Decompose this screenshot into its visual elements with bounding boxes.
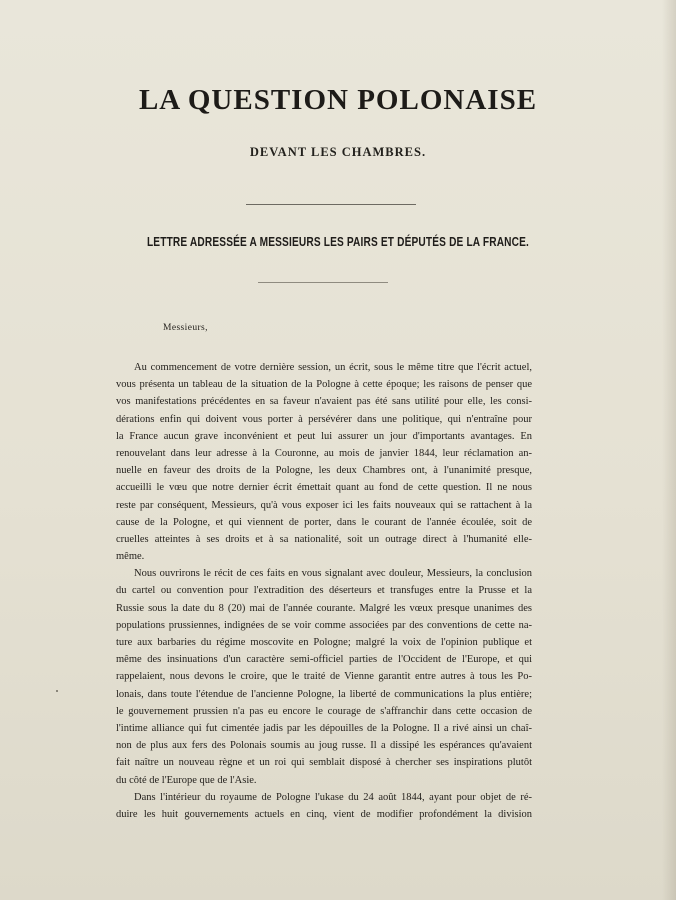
text-line: du cartel ou convention pour l'extradition des déserteurs et transfuges entre la Prusse et la xyxy=(116,585,532,597)
text-line: non de plus aux fers des Polonais soumis au joug russe. Il a dissipé les espérances qu'avaient xyxy=(116,740,532,752)
text-line: dérations enfin qui doivent vous porter à persévérer dans une politique, qui n'entraîne pour xyxy=(116,413,532,425)
text-line: vos manifestations précédentes en sa faveur n'avaient pas été sans utilité pour elle, les consi- xyxy=(116,396,532,408)
text-line: le gouvernement prussien n'a pas eu encore le courage de s'affranchir dans cette occasion de xyxy=(116,705,532,717)
text-line: renouvelant dans leur adresse à la Couronne, au mois de janvier 1844, leur réclamation an- xyxy=(116,447,532,459)
text-line: rappelaient, nous devons le croire, que le traité de Vienne garantit entre autres à tous les Po- xyxy=(116,671,532,683)
text-line: Au commencement de votre dernière session, un écrit, sous le même titre que l'écrit actuel, xyxy=(134,362,532,373)
paper-speck xyxy=(56,690,58,692)
divider-rule-bottom xyxy=(258,282,388,283)
text-line: cruelles atteintes à ses droits et à sa nationalité, soit un outrage direct à l'humanité elle- xyxy=(116,533,532,545)
text-line: Dans l'intérieur du royaume de Pologne l'ukase du 24 août 1844, ayant pour objet de ré- xyxy=(134,791,532,803)
text-line: l'intime alliance qui fut cimentée jadis par les dépouilles de la Pologne. Il a rivé ainsi un chaî- xyxy=(116,722,532,734)
letter-body xyxy=(116,359,532,823)
text-line: la France aucun grave inconvénient et peut lui assurer un jour d'importants avantages. En xyxy=(116,430,532,442)
text-line: du côté de l'Europe que de l'Asie. xyxy=(116,774,257,786)
text-line: même des insinuations d'un caractère semi-officiel parties de l'Occident de l'Europe, et qui xyxy=(116,654,532,666)
text-line: nuelle en faveur des droits de la Pologne, les deux Chambres ont, à l'unanimité presque, xyxy=(116,465,532,477)
text-line: cause de la Pologne, et qui viennent de porter, dans le courant de l'année écoulée, soit de xyxy=(116,516,532,528)
document-title: LA QUESTION POLONAISE xyxy=(138,84,538,116)
text-line: vous présenta un tableau de la situation de la Pologne à cette époque; les raisons de penser que xyxy=(116,379,532,391)
page-edge-shadow xyxy=(662,0,676,900)
paragraph-2 xyxy=(116,565,532,788)
divider-rule-top xyxy=(246,204,416,205)
text-line: accueilli le vœu que notre dernier écrit émettait quant au fond de cette question. Il ne nous xyxy=(116,482,532,494)
text-line: Russie sous la date du 8 (20) mai de l'année courante. Malgré les vœux presque unanimes des xyxy=(116,602,532,614)
text-line: duire les huit gouvernements actuels en cinq, vient de modifier profondément la division xyxy=(116,808,532,820)
paragraph-1 xyxy=(116,359,532,565)
letter-heading: LETTRE ADRESSÉE A MESSIEURS LES PAIRS ET DÉPUTÉS DE LA FRANCE. xyxy=(146,234,530,249)
text-line: même. xyxy=(116,551,145,563)
document-subtitle: DEVANT LES CHAMBRES. xyxy=(249,145,427,159)
text-line: Nous ouvrirons le récit de ces faits en vous signalant avec douleur, Messieurs, la conclusion xyxy=(134,568,532,580)
text-line: ture aux barbaries du régime moscovite en Pologne; malgré la voix de l'opinion publique et xyxy=(116,637,532,648)
text-line: fait naître un nouveau règne et un roi qui semblait disposé à chercher ses inspirations plutôt xyxy=(116,757,532,769)
text-line: lonais, dans toute l'étendue de l'ancienne Pologne, la liberté de communications la plus entière; xyxy=(116,688,532,700)
text-line: reste par conséquent, Messieurs, qu'à vous exposer ici les faits nouveaux qui se rattachent à la xyxy=(116,499,532,511)
text-line: populations prussiennes, indignées de se voir comme associées par des conventions de cette na- xyxy=(116,619,532,631)
salutation: Messieurs, xyxy=(163,323,208,333)
paragraph-3 xyxy=(116,789,532,823)
